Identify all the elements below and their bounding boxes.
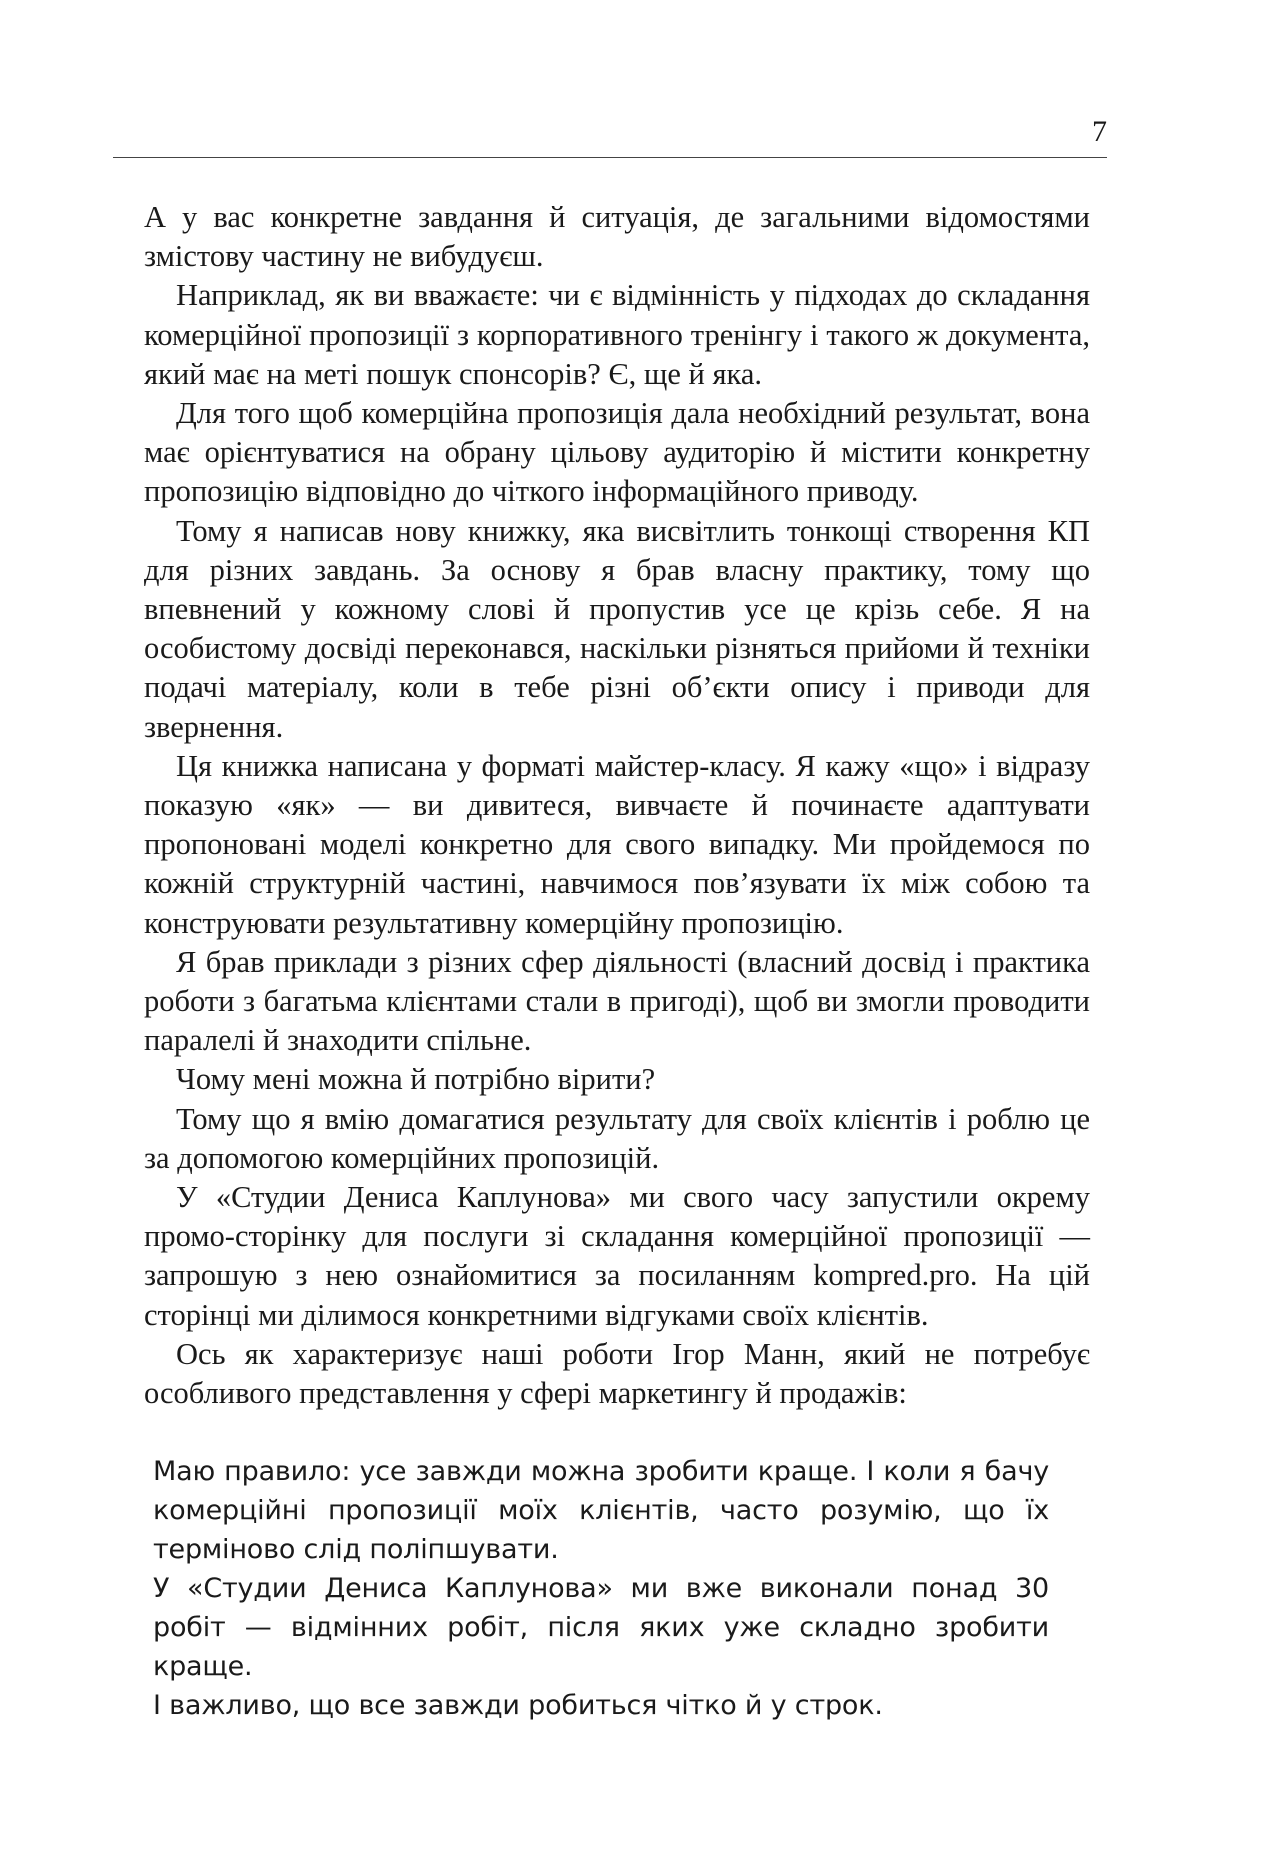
paragraph: У «Студии Дениса Каплунова» ми свого часу запустили окрему промо-сторінку для послуги зі складання комерційної пропозиції — запрошую з нею ознайомитися за посиланням kompred.pro. На цій сторінці ми ділимося конкретними відгуками своїх клієнтів. — [144, 1180, 1090, 1332]
page-number: 7 — [1092, 115, 1107, 148]
body-text — [144, 198, 1090, 1413]
quote-paragraph: І важливо, що все завжди робиться чітко й у строк. — [153, 1690, 883, 1721]
paragraph: Наприклад, як ви вважаєте: чи є відмінність у підходах до складання комерційної пропозиції з корпоративного тренінгу і такого ж документа, який має на меті пошук спонсорів? Є, ще й яка. — [144, 278, 1090, 391]
paragraph: Я брав приклади з різних сфер діяльності (власний досвід і практика роботи з багатьма клієнтами стали в пригоді), щоб ви змогли проводити паралелі й знаходити спільне. — [144, 944, 1090, 1058]
paragraph: А у вас конкретне завдання й ситуація, де загальними відомостями змістову частину не вибудуєш. — [144, 200, 1090, 274]
paragraph: Для того щоб комерційна пропозиція дала необхідний результат, вона має орієнтуватися на обрану цільову аудиторію й містити конкретну пропозицію відповідно до чіткого інформаційного приводу. — [144, 396, 1090, 509]
paragraph: Тому що я вмію домагатися результату для своїх клієнтів і роблю це за допомогою комерційних пропозицій. — [144, 1101, 1090, 1175]
paragraph: Ось як характеризує наші роботи Ігор Манн, який не потребує особливого представлення у сфері маркетингу й продажів: — [144, 1336, 1090, 1411]
quote-paragraph: Маю правило: усе завжди можна зробити краще. І коли я бачу комерційні пропозиції моїх клієнтів, часто розумію, що їх терміново слід поліпшувати. — [153, 1456, 1049, 1565]
paragraph: Чому мені можна й потрібно вірити? — [176, 1062, 656, 1097]
quote-block — [153, 1452, 1049, 1725]
quote-paragraph: У «Студии Дениса Каплунова» ми вже виконали понад 30 робіт — відмінних робіт, після яких уже складно зробити краще. — [153, 1573, 1049, 1682]
paragraph: Тому я написав нову книжку, яка висвітлить тонкощі створення КП для різних завдань. За основу я брав власну практику, тому що впевнений у кожному слові й пропустив усе це крізь себе. Я на особистому досвіді переконався, наскільки різняться прийоми й техніки подачі матеріалу, коли в тебе різні об’єкти опису і приводи для звернення. — [144, 513, 1090, 744]
paragraph: Ця книжка написана у форматі майстер-класу. Я кажу «що» і відразу показую «як» — ви дивитеся, вивчаєте й починаєте адаптувати пропоновані моделі конкретно для свого випадку. Ми пройдемося по кожній структурній частині, навчимося пов’язувати їх між собою та конструювати результативну комерційну пропозицію. — [144, 748, 1090, 940]
header-rule — [113, 157, 1107, 158]
